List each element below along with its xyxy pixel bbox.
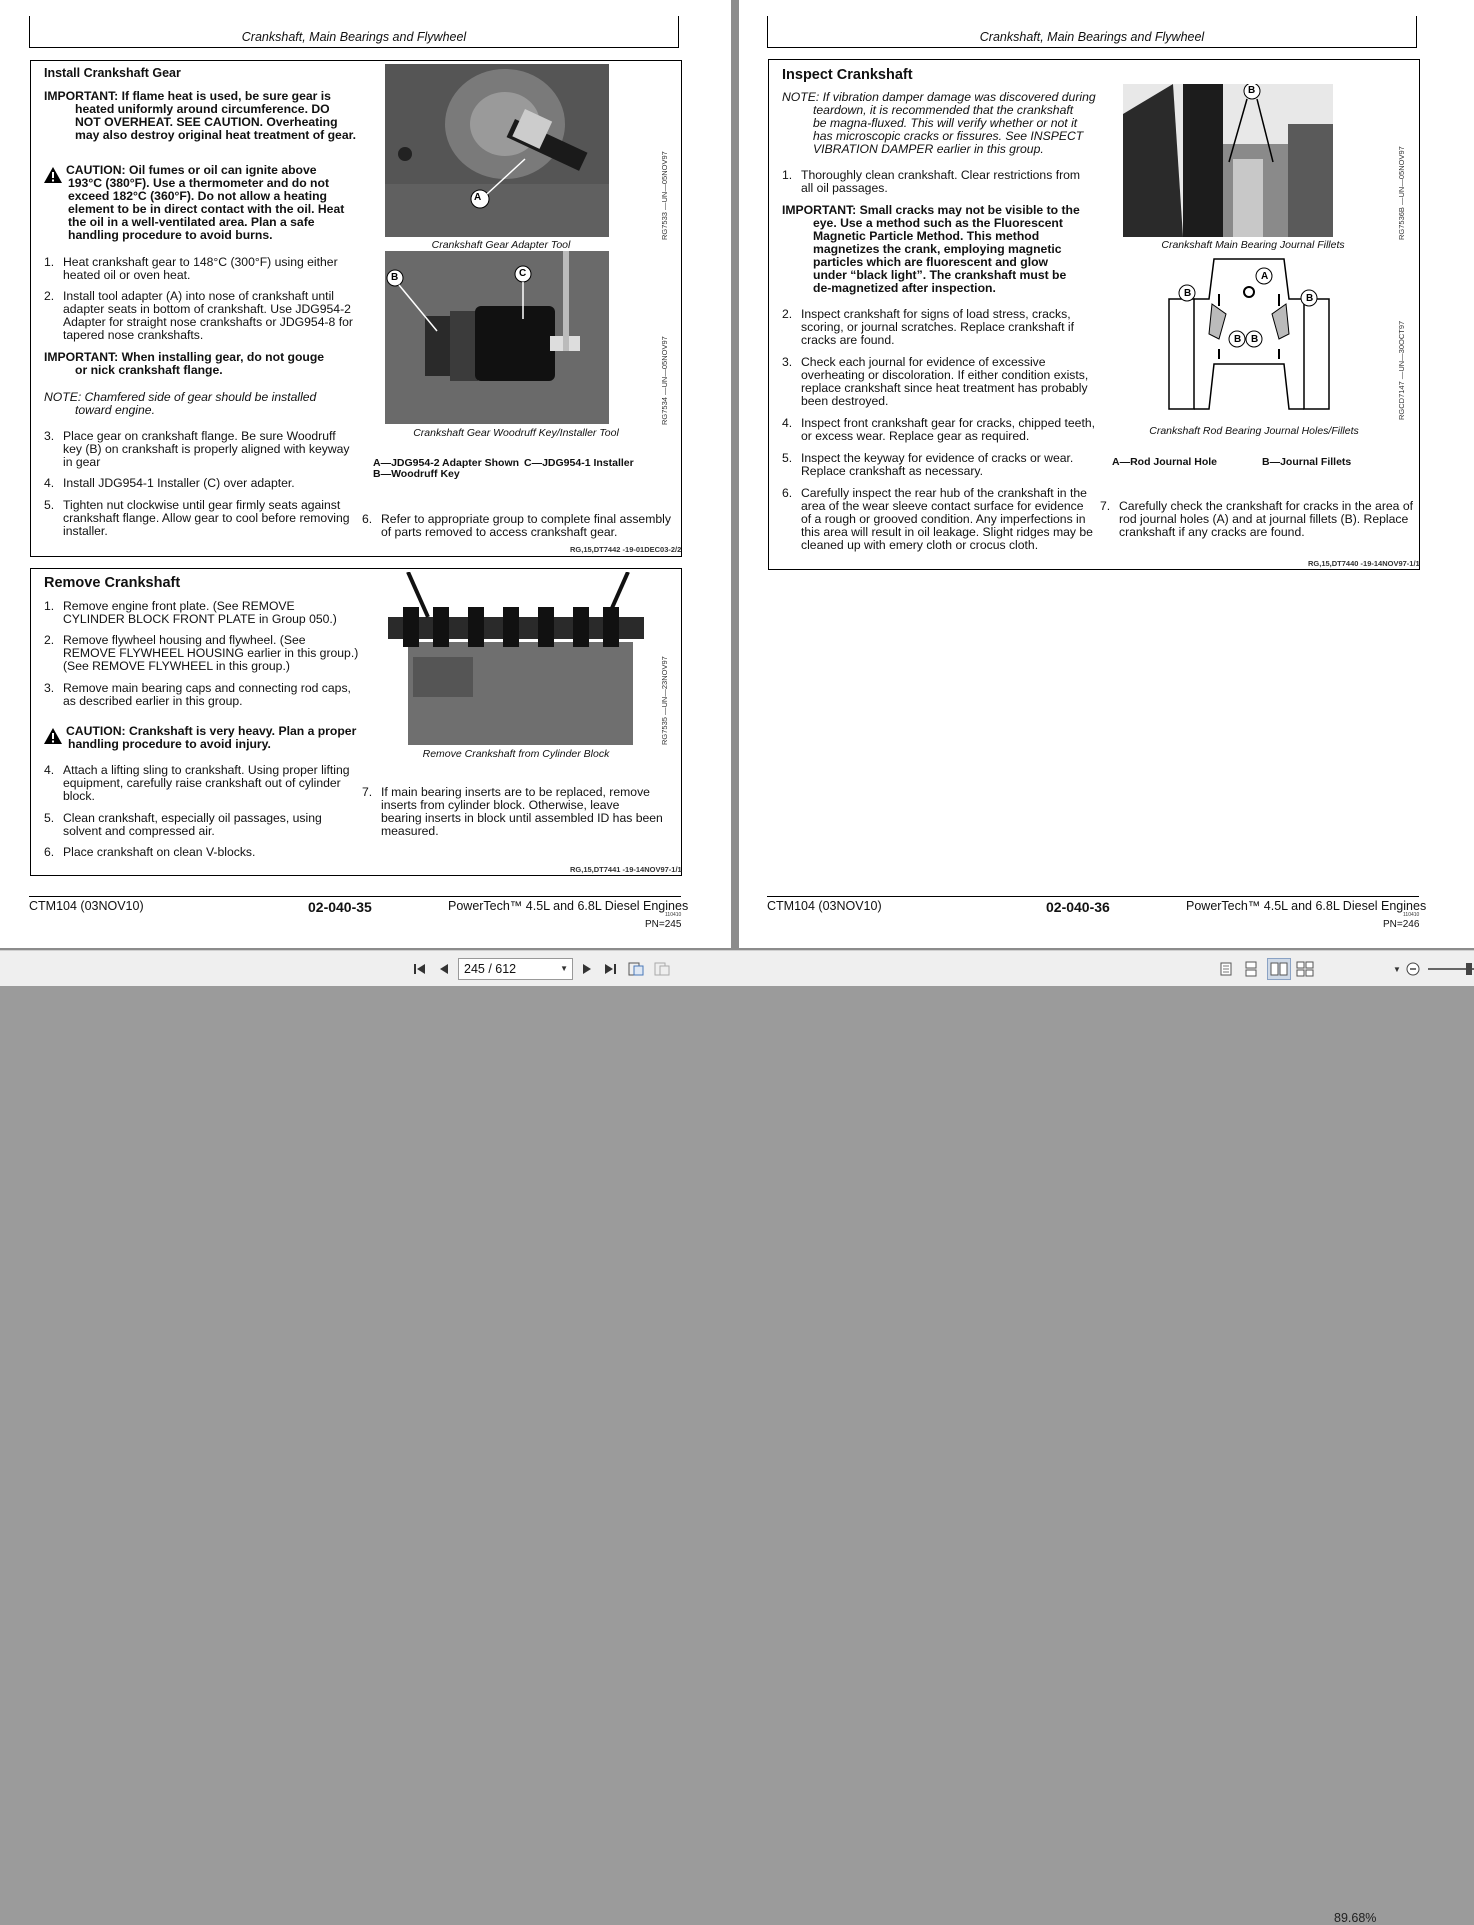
callout-b: B — [1234, 334, 1242, 345]
step-text: solvent and compressed air. — [63, 824, 215, 838]
section-title: Install Crankshaft Gear — [44, 66, 181, 80]
callout-b: B — [1248, 85, 1256, 96]
step-text: (See REMOVE FLYWHEEL in this group.) — [63, 659, 290, 673]
journal-fillets-photo — [1123, 84, 1333, 237]
chevron-down-icon[interactable]: ▼ — [560, 964, 568, 973]
step-text: Refer to appropriate group to complete final assembly — [381, 512, 671, 526]
step-text: all oil passages. — [801, 181, 888, 195]
step-text: Remove main bearing caps and connecting rod caps, — [63, 681, 351, 695]
footer-small: 110410 — [1403, 912, 1420, 918]
step-number: 1. — [44, 255, 55, 269]
step-text: Tighten nut clockwise until gear firmly seats against — [63, 498, 341, 512]
document-viewer[interactable] — [0, 0, 1474, 950]
step-text: in gear — [63, 455, 101, 469]
footer-small: 110410 — [665, 912, 682, 918]
step-text: Remove engine front plate. (See REMOVE — [63, 599, 295, 613]
step-text: key (B) on crankshaft is properly aligned with keyway — [63, 442, 350, 456]
footer-page-number: 02-040-36 — [1046, 899, 1110, 915]
reference-code: RG,15,DT7440 -19-14NOV97-1/1 — [1308, 559, 1420, 568]
important-text: IMPORTANT: Small cracks may not be visible to the — [782, 203, 1080, 217]
caution-text: handling procedure to avoid burns. — [68, 228, 273, 242]
caution-text: CAUTION: Oil fumes or oil can ignite above — [66, 163, 317, 177]
page-left — [0, 0, 731, 948]
step-number: 3. — [782, 355, 793, 369]
note-text: VIBRATION DAMPER earlier in this group. — [813, 142, 1044, 156]
step-text: adapter seats in bottom of crankshaft. Use JDG954-2 — [63, 302, 351, 316]
adapter-tool-photo — [385, 64, 609, 237]
zoom-slider-handle[interactable] — [1466, 963, 1472, 975]
continuous-icon[interactable] — [1242, 958, 1260, 980]
step-text: Heat crankshaft gear to 148°C (300°F) using either — [63, 255, 338, 269]
step-text: Install tool adapter (A) into nose of crankshaft until — [63, 289, 334, 303]
page-number-value: 245 / 612 — [464, 962, 517, 976]
note-text: teardown, it is recommended that the crankshaft — [813, 103, 1074, 117]
important-text: eye. Use a method such as the Fluorescent — [813, 216, 1063, 230]
footer-title: PowerTech™ 4.5L and 6.8L Diesel Engines — [1186, 899, 1427, 913]
figure-caption: Crankshaft Gear Adapter Tool — [431, 239, 571, 251]
callout-b: B — [1306, 293, 1314, 304]
callout-b: B — [391, 272, 399, 283]
step-number: 6. — [782, 486, 793, 500]
installer-tool-photo — [385, 251, 609, 424]
step-text: REMOVE FLYWHEEL HOUSING earlier in this group.) — [63, 646, 359, 660]
step-text: If main bearing inserts are to be replaced, remove — [381, 785, 650, 799]
figure-caption: Crankshaft Rod Bearing Journal Holes/Fillets — [1149, 425, 1359, 437]
step-number: 7. — [1100, 499, 1111, 513]
reference-code: RG,15,DT7442 -19-01DEC03-2/2 — [570, 545, 682, 554]
step-number: 3. — [44, 681, 55, 695]
step-number: 4. — [44, 763, 55, 777]
legend-item: A—JDG954-2 Adapter Shown — [373, 457, 520, 469]
step-text: Carefully inspect the rear hub of the crankshaft in the — [801, 486, 1087, 500]
step-text: Carefully check the crankshaft for cracks in the area of — [1119, 499, 1413, 513]
step-text: this area will result in oil leakage. Slight ridges may be — [801, 525, 1093, 539]
caution-triangle-icon — [43, 166, 63, 184]
caution-text: the oil in a well-ventilated area. Plan a safe — [68, 215, 315, 229]
figure-id: RGCD7147 —UN—30OCT97 — [1397, 320, 1406, 420]
caution-text: exceed 182°C (360°F). Do not allow a heating — [68, 189, 327, 203]
step-text: area of the wear sleeve contact surface for evidence — [801, 499, 1084, 513]
step-number: 6. — [362, 512, 373, 526]
two-page-icon[interactable] — [1267, 958, 1291, 980]
go-back-icon[interactable] — [626, 958, 646, 980]
step-text: Install JDG954-1 Installer (C) over adapter. — [63, 476, 295, 490]
reference-code: RG,15,DT7441 -19-14NOV97-1/1 — [570, 865, 682, 874]
step-text: Inspect the keyway for evidence of cracks or wear. — [801, 451, 1074, 465]
step-text: as described earlier in this group. — [63, 694, 243, 708]
footer-doc: CTM104 (03NOV10) — [767, 899, 882, 913]
page-number-field[interactable] — [458, 958, 573, 980]
step-text: measured. — [381, 824, 439, 838]
footer-rule — [29, 896, 681, 897]
last-page-icon[interactable] — [600, 958, 620, 980]
step-number: 4. — [44, 476, 55, 490]
step-text: equipment, carefully raise crankshaft out of cylinder — [63, 776, 341, 790]
important-text: magnetizes the crank, employing magnetic — [813, 242, 1062, 256]
zoom-level[interactable]: 89.68% — [1334, 1911, 1377, 1925]
important-text: heated uniformly around circumference. DO — [75, 102, 330, 116]
note-text: NOTE: Chamfered side of gear should be installed — [44, 390, 317, 404]
important-text: IMPORTANT: When installing gear, do not gouge — [44, 350, 325, 364]
caution-text: element to be in direct contact with the oil. Heat — [68, 202, 345, 216]
crankshaft-removal-photo — [388, 572, 644, 745]
important-text: NOT OVERHEAT. SEE CAUTION. Overheating — [75, 115, 338, 129]
important-text: Magnetic Particle Method. This method — [813, 229, 1040, 243]
important-text: or nick crankshaft flange. — [75, 363, 223, 377]
step-text: crankshaft flange. Allow gear to cool before removing — [63, 511, 350, 525]
step-text: Inspect front crankshaft gear for cracks, chipped teeth, — [801, 416, 1096, 430]
legend-item: B—Woodruff Key — [373, 468, 460, 480]
figure-id: RG7533 —UN—05NOV97 — [660, 151, 669, 240]
step-text: block. — [63, 789, 95, 803]
footer-rule — [767, 896, 1419, 897]
step-text: or excess wear. Replace gear as required. — [801, 429, 1030, 443]
callout-a: A — [474, 192, 482, 203]
footer-page-number: 02-040-35 — [308, 899, 372, 915]
step-number: 5. — [44, 498, 55, 512]
step-number: 1. — [44, 599, 55, 613]
step-text: been destroyed. — [801, 394, 889, 408]
step-text: scoring, or journal scratches. Replace crankshaft if — [801, 320, 1074, 334]
step-number: 6. — [44, 845, 55, 859]
running-head: Crankshaft, Main Bearings and Flywheel — [767, 16, 1417, 48]
callout-b: B — [1251, 334, 1259, 345]
figure-caption: Remove Crankshaft from Cylinder Block — [422, 748, 610, 760]
zoom-dropdown-icon[interactable]: ▼ — [1393, 964, 1401, 974]
step-text: heated oil or oven heat. — [63, 268, 191, 282]
step-number: 2. — [44, 633, 55, 647]
step-text: Attach a lifting sling to crankshaft. Using proper lifting — [63, 763, 350, 777]
step-number: 1. — [782, 168, 793, 182]
step-text: of a rough or grooved condition. Any imperfections in — [801, 512, 1086, 526]
running-head: Crankshaft, Main Bearings and Flywheel — [29, 16, 679, 48]
footer-title: PowerTech™ 4.5L and 6.8L Diesel Engines — [448, 899, 689, 913]
step-text: Place gear on crankshaft flange. Be sure Woodruff — [63, 429, 336, 443]
caution-text: CAUTION: Crankshaft is very heavy. Plan a proper — [66, 724, 357, 738]
important-text: particles which are fluorescent and glow — [813, 255, 1049, 269]
step-text: cleaned up with emery cloth or crocus cloth. — [801, 538, 1039, 552]
step-number: 7. — [362, 785, 373, 799]
note-text: has microscopic cracks or fissures. See INSPECT — [813, 129, 1084, 143]
figure-id: RG7534 —UN—05NOV97 — [660, 336, 669, 425]
bottom-toolbar — [0, 950, 1474, 1925]
figure-id: RG7535 —UN—23NOV97 — [660, 656, 669, 745]
legend-item: A—Rod Journal Hole — [1112, 456, 1218, 468]
note-text: NOTE: If vibration damper damage was discovered during — [782, 90, 1096, 104]
step-text: inserts from cylinder block. Otherwise, leave — [381, 798, 620, 812]
step-number: 4. — [782, 416, 793, 430]
step-number: 3. — [44, 429, 55, 443]
figure-caption: Crankshaft Gear Woodruff Key/Installer Tool — [413, 427, 619, 439]
two-page-continuous-icon[interactable] — [1296, 958, 1314, 980]
step-text: Clean crankshaft, especially oil passages, using — [63, 811, 322, 825]
step-text: crankshaft if any cracks are found. — [1119, 525, 1305, 539]
rod-journal-diagram — [1164, 254, 1334, 414]
caution-text: 193°C (380°F). Use a thermometer and do not — [68, 176, 330, 190]
step-text: overheating or discoloration. If either condition exists, — [801, 368, 1089, 382]
figure-caption: Crankshaft Main Bearing Journal Fillets — [1161, 239, 1345, 251]
legend-item: B—Journal Fillets — [1262, 456, 1352, 468]
step-number: 2. — [44, 289, 55, 303]
page-right — [739, 0, 1474, 948]
important-label: IMPORTANT: If flame heat is used, be sure gear is — [44, 89, 331, 103]
step-text: cracks are found. — [801, 333, 895, 347]
step-text: of parts removed to access crankshaft gear. — [381, 525, 618, 539]
step-text: bearing inserts in block until assembled ID has been — [381, 811, 663, 825]
important-text: de-magnetized after inspection. — [813, 281, 996, 295]
step-text: CYLINDER BLOCK FRONT PLATE in Group 050.) — [63, 612, 337, 626]
step-text: Inspect crankshaft for signs of load stress, cracks, — [801, 307, 1071, 321]
caution-triangle-icon — [43, 727, 63, 745]
note-text: toward engine. — [75, 403, 155, 417]
next-page-icon[interactable] — [577, 958, 597, 980]
section-title: Inspect Crankshaft — [782, 67, 913, 83]
prev-page-icon[interactable] — [434, 958, 454, 980]
pn-number: PN=245 — [645, 919, 682, 930]
step-text: tapered nose crankshafts. — [63, 328, 204, 342]
step-text: Adapter for straight nose crankshafts or JDG954-8 for — [63, 315, 353, 329]
step-text: Check each journal for evidence of excessive — [801, 355, 1046, 369]
step-text: rod journal holes (A) and at journal fillets (B). Replace — [1119, 512, 1409, 526]
legend-item: C—JDG954-1 Installer — [524, 457, 634, 469]
pn-number: PN=246 — [1383, 919, 1420, 930]
step-number: 5. — [782, 451, 793, 465]
callout-c: C — [519, 268, 527, 279]
figure-id: RG7536B —UN—05NOV97 — [1397, 146, 1406, 240]
step-text: Place crankshaft on clean V-blocks. — [63, 845, 256, 859]
note-text: be magna-fluxed. This will verify whether or not it — [813, 116, 1078, 130]
callout-a: A — [1261, 271, 1269, 282]
step-text: installer. — [63, 524, 108, 538]
step-number: 2. — [782, 307, 793, 321]
step-text: Replace crankshaft as necessary. — [801, 464, 983, 478]
step-text: Thoroughly clean crankshaft. Clear restrictions from — [801, 168, 1081, 182]
section-title: Remove Crankshaft — [44, 575, 181, 591]
step-text: Remove flywheel housing and flywheel. (See — [63, 633, 306, 647]
callout-b: B — [1184, 288, 1192, 299]
zoom-out-icon[interactable] — [1405, 958, 1421, 980]
important-text: under “black light”. The crankshaft must be — [813, 268, 1067, 282]
caution-text: handling procedure to avoid injury. — [68, 737, 271, 751]
step-text: replace crankshaft since heat treatment has probably — [801, 381, 1088, 395]
footer-doc: CTM104 (03NOV10) — [29, 899, 144, 913]
single-page-icon[interactable] — [1217, 958, 1235, 980]
go-forward-icon[interactable] — [652, 958, 672, 980]
important-text: may also destroy original heat treatment of gear. — [75, 128, 357, 142]
first-page-icon[interactable] — [410, 958, 430, 980]
step-number: 5. — [44, 811, 55, 825]
